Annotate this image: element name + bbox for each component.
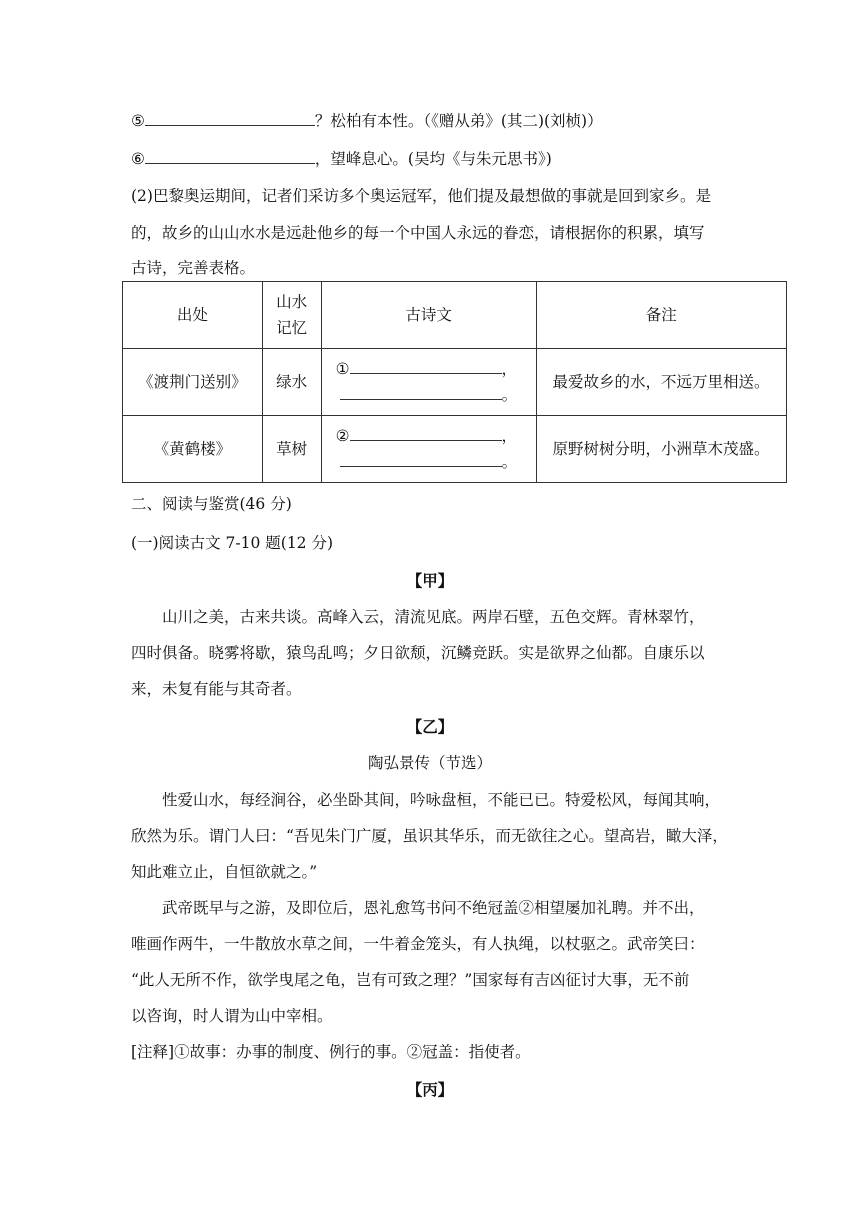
answer-blank[interactable]: [350, 426, 502, 441]
row-note: 最爱故乡的水，不远万里相送。: [536, 349, 786, 416]
annotation-note: [注释]①故事：办事的制度、例行的事。②冠盖：指使者。: [131, 1043, 531, 1061]
row-source: 《黄鹤楼》: [123, 416, 263, 483]
section-title: 二、阅读与鉴赏(46 分): [131, 495, 292, 513]
passage-yi-title: 陶弘景传（节选）: [367, 754, 492, 772]
passage-yi-line: 以咨询，时人谓为山中宰相。: [131, 1007, 333, 1025]
row-memory: 绿水: [262, 349, 321, 416]
table-row: [123, 416, 787, 483]
passage-yi-line: 性爱山水，每经涧谷，必坐卧其间，吟咏盘桓，不能已已。特爱松风，每闻其响，: [162, 791, 721, 809]
row-note: 原野树树分明，小洲草木茂盛。: [536, 416, 786, 483]
passage-yi-line: 欣然为乐。谓门人曰：“吾见朱门广厦，虽识其华乐，而无欲往之心。望高岩，瞰大泽，: [131, 827, 728, 845]
passage-jia-line: 来，未复有能与其奇者。: [131, 680, 302, 698]
fill-number: ⑥: [131, 150, 145, 168]
answer-blank[interactable]: [340, 452, 502, 467]
passage-jia-line: 四时俱备。晓雾将歇，猿鸟乱鸣；夕日欲颓，沉鳞竞跃。实是欲界之仙都。自康乐以: [131, 644, 705, 662]
passage-yi-line: 武帝既早与之游，及即位后，恩礼愈笃书问不绝冠盖②相望屡加礼聘。并不出，: [162, 899, 705, 917]
answer-blank[interactable]: [340, 385, 502, 400]
passage-label-bing: 【丙】: [406, 1080, 454, 1099]
header-verse: 古诗文: [321, 282, 536, 349]
fill-text: ？松柏有本性。（《赠从弟》(其二)(刘桢)）: [314, 112, 603, 130]
fill-text: ，望峰息心。(吴均《与朱元思书》): [314, 150, 552, 168]
passage-label-yi: 【乙】: [406, 717, 454, 736]
answer-blank[interactable]: [350, 359, 502, 374]
table-header-row: [123, 282, 787, 349]
header-memory: 山水 记忆: [262, 282, 321, 349]
question-2-line: (2)巴黎奥运期间，记者们采访多个奥运冠军，他们提及最想做的事就是回到家乡。是: [131, 187, 711, 205]
passage-jia-line: 山川之美，古来共谈。高峰入云，清流见底。两岸石壁，五色交辉。青林翠竹，: [162, 608, 705, 626]
header-source: 出处: [123, 282, 263, 349]
header-note: 备注: [536, 282, 786, 349]
row-memory: 草树: [262, 416, 321, 483]
poem-table: [122, 281, 787, 483]
passage-yi-line: 唯画作两牛，一牛散放水草之间，一牛着金笼头，有人执绳，以杖驱之。武帝笑曰：: [131, 935, 705, 953]
question-2-line: 古诗，完善表格。: [131, 259, 256, 277]
row-verse: ② ， 。: [321, 416, 536, 483]
row-verse: ① ， 。: [321, 349, 536, 416]
passage-yi-line: “此人无所不作，欲学曳尾之龟，岂有可致之理？”国家每有吉凶征讨大事，无不前: [131, 971, 690, 989]
fill-item-6: [131, 149, 552, 169]
fill-number: ⑤: [131, 112, 145, 130]
passage-label-jia: 【甲】: [406, 571, 454, 590]
question-2-line: 的，故乡的山山水水是远赴他乡的每一个中国人永远的眷恋，请根据你的积累，填写: [131, 224, 705, 242]
answer-blank[interactable]: [145, 111, 315, 126]
fill-item-5: [131, 111, 603, 131]
answer-blank[interactable]: [145, 149, 315, 164]
passage-yi-line: 知此难立止，自恒欲就之。”: [131, 863, 318, 881]
row-source: 《渡荆门送别》: [123, 349, 263, 416]
section-subtitle: (一)阅读古文 7-10 题(12 分): [131, 534, 334, 552]
table-row: [123, 349, 787, 416]
